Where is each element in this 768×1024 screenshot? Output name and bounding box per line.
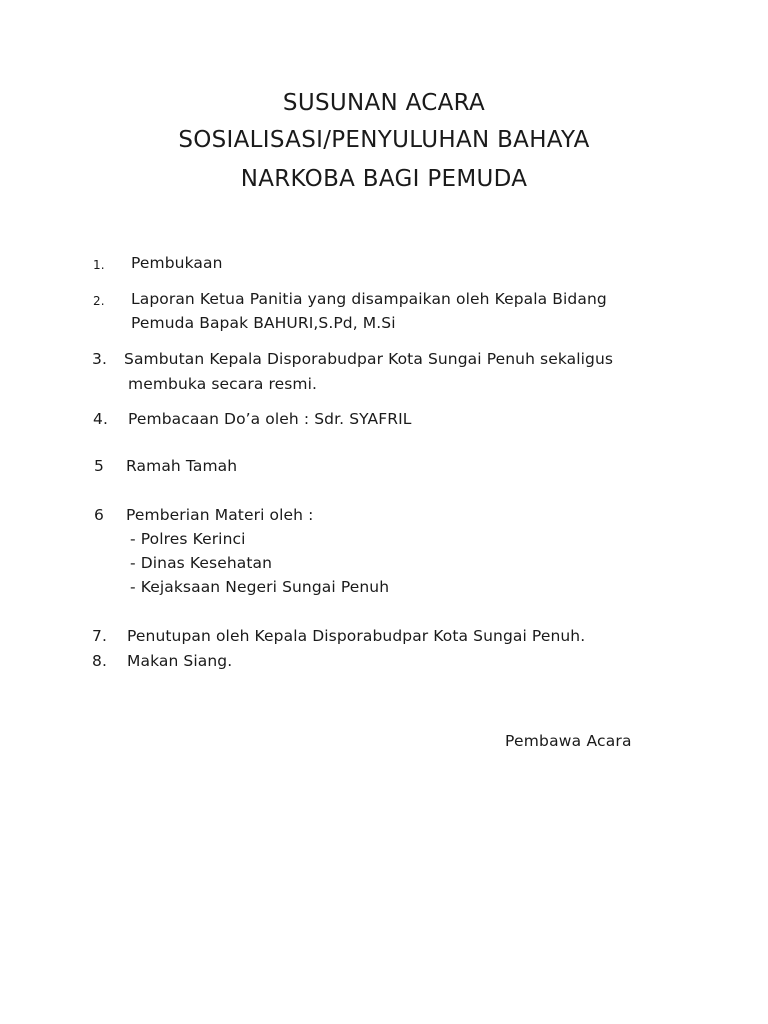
item-5-text: Ramah Tamah bbox=[126, 457, 238, 475]
item-1-number: 1. bbox=[93, 258, 105, 272]
item-6-subitem: - Dinas Kesehatan bbox=[130, 554, 273, 572]
title-line-3: NARKOBA BAGI PEMUDA bbox=[240, 166, 528, 192]
item-4-number: 4. bbox=[93, 410, 108, 428]
item-3-text: Sambutan Kepala Disporabudpar Kota Sungai Penuh sekaligus bbox=[124, 350, 614, 368]
item-8-text: Makan Siang. bbox=[127, 652, 233, 670]
item-1-text: Pembukaan bbox=[131, 254, 223, 272]
item-6-text: Pemberian Materi oleh : bbox=[126, 506, 314, 524]
item-6-number: 6 bbox=[94, 506, 104, 524]
item-6-subitem: - Polres Kerinci bbox=[130, 530, 246, 548]
item-3-number: 3. bbox=[92, 350, 107, 368]
item-7-number: 7. bbox=[92, 627, 107, 645]
item-5-number: 5 bbox=[94, 457, 104, 475]
item-4-text: Pembacaan Do’a oleh : Sdr. SYAFRIL bbox=[128, 410, 412, 428]
signature-label: Pembawa Acara bbox=[505, 732, 632, 750]
item-2-text-continued: Pemuda Bapak BAHURI,S.Pd, M.Si bbox=[131, 314, 396, 332]
item-2-text: Laporan Ketua Panitia yang disampaikan oleh Kepala Bidang bbox=[131, 290, 607, 308]
item-3-text-continued: membuka secara resmi. bbox=[128, 375, 318, 393]
item-7-text: Penutupan oleh Kepala Disporabudpar Kota Sungai Penuh. bbox=[127, 627, 586, 645]
item-8-number: 8. bbox=[92, 652, 107, 670]
title-line-1: SUSUNAN ACARA bbox=[282, 90, 486, 116]
item-2-number: 2. bbox=[93, 294, 105, 308]
item-6-subitem: - Kejaksaan Negeri Sungai Penuh bbox=[130, 578, 390, 596]
title-line-2: SOSIALISASI/PENYULUHAN BAHAYA bbox=[178, 127, 590, 153]
